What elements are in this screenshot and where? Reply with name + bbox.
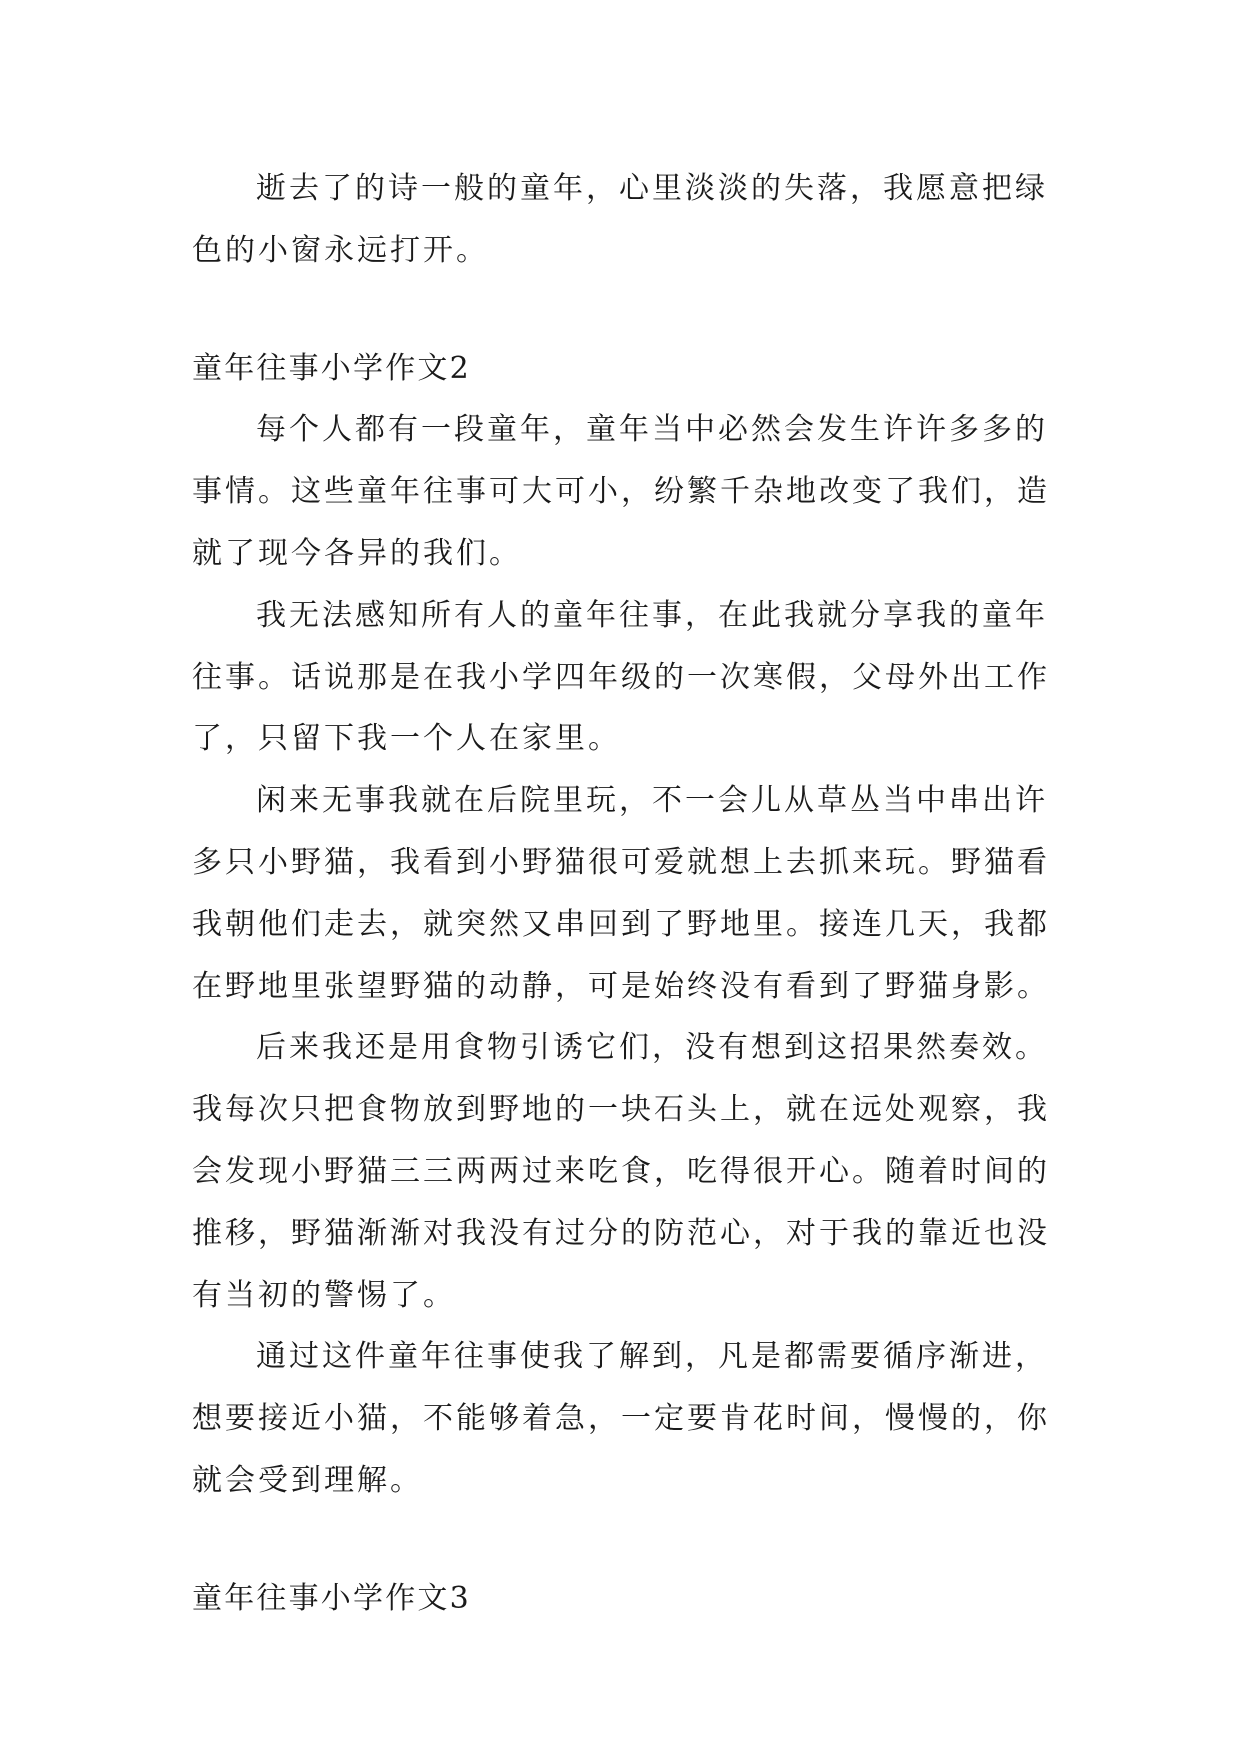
- document-body: [192, 158, 1050, 1630]
- paragraph-line: 推移，野猫渐渐对我没有过分的防范心，对于我的靠近也没: [192, 1215, 1050, 1251]
- essay-heading: 童年往事小学作文2: [192, 350, 471, 386]
- essay-section-3: [192, 1568, 1050, 1630]
- paragraph-line: 我每次只把食物放到野地的一块石头上，就在远处观察，我: [192, 1092, 1050, 1128]
- essay-paragraph: [192, 585, 1050, 770]
- paragraph-line: 就了现今各异的我们。: [192, 535, 522, 571]
- section-spacer: [192, 1512, 1050, 1568]
- essay-paragraph: [192, 1326, 1050, 1511]
- paragraph-line: 我朝他们走去，就突然又串回到了野地里。接连几天，我都: [192, 906, 1050, 942]
- essay-section-2: [192, 338, 1050, 1512]
- paragraph-line: 闲来无事我就在后院里玩，不一会儿从草丛当中串出许: [256, 783, 1048, 819]
- paragraph-line: 事情。这些童年往事可大可小，纷繁千杂地改变了我们，造: [192, 474, 1050, 510]
- paragraph-line: 往事。话说那是在我小学四年级的一次寒假，父母外出工作: [192, 659, 1050, 695]
- intro-paragraph: [192, 158, 1050, 282]
- paragraph-line: 后来我还是用食物引诱它们，没有想到这招果然奏效。: [256, 1030, 1048, 1066]
- essay-paragraph: [192, 770, 1050, 1017]
- paragraph-line: 想要接近小猫，不能够着急，一定要肯花时间，慢慢的，你: [192, 1401, 1050, 1437]
- paragraph-line: 有当初的警惕了。: [192, 1277, 456, 1313]
- paragraph-line: 我无法感知所有人的童年往事，在此我就分享我的童年: [256, 597, 1048, 633]
- essay-paragraph: [192, 399, 1050, 584]
- paragraph-line: 在野地里张望野猫的动静，可是始终没有看到了野猫身影。: [192, 968, 1050, 1004]
- paragraph-line: 色的小窗永远打开。: [192, 232, 489, 268]
- paragraph-line: 会发现小野猫三三两两过来吃食，吃得很开心。随着时间的: [192, 1153, 1050, 1189]
- paragraph-line: 通过这件童年往事使我了解到，凡是都需要循序渐进，: [256, 1339, 1048, 1375]
- paragraph-line: 就会受到理解。: [192, 1462, 423, 1498]
- paragraph-line: 每个人都有一段童年，童年当中必然会发生许许多多的: [256, 412, 1048, 448]
- essay-heading: 童年往事小学作文3: [192, 1580, 471, 1616]
- paragraph-line: 多只小野猫，我看到小野猫很可爱就想上去抓来玩。野猫看: [192, 844, 1050, 880]
- paragraph-line: 了，只留下我一个人在家里。: [192, 721, 621, 757]
- section-spacer: [192, 282, 1050, 338]
- paragraph-line: 逝去了的诗一般的童年，心里淡淡的失落，我愿意把绿: [256, 171, 1048, 206]
- essay-paragraph: [192, 1017, 1050, 1326]
